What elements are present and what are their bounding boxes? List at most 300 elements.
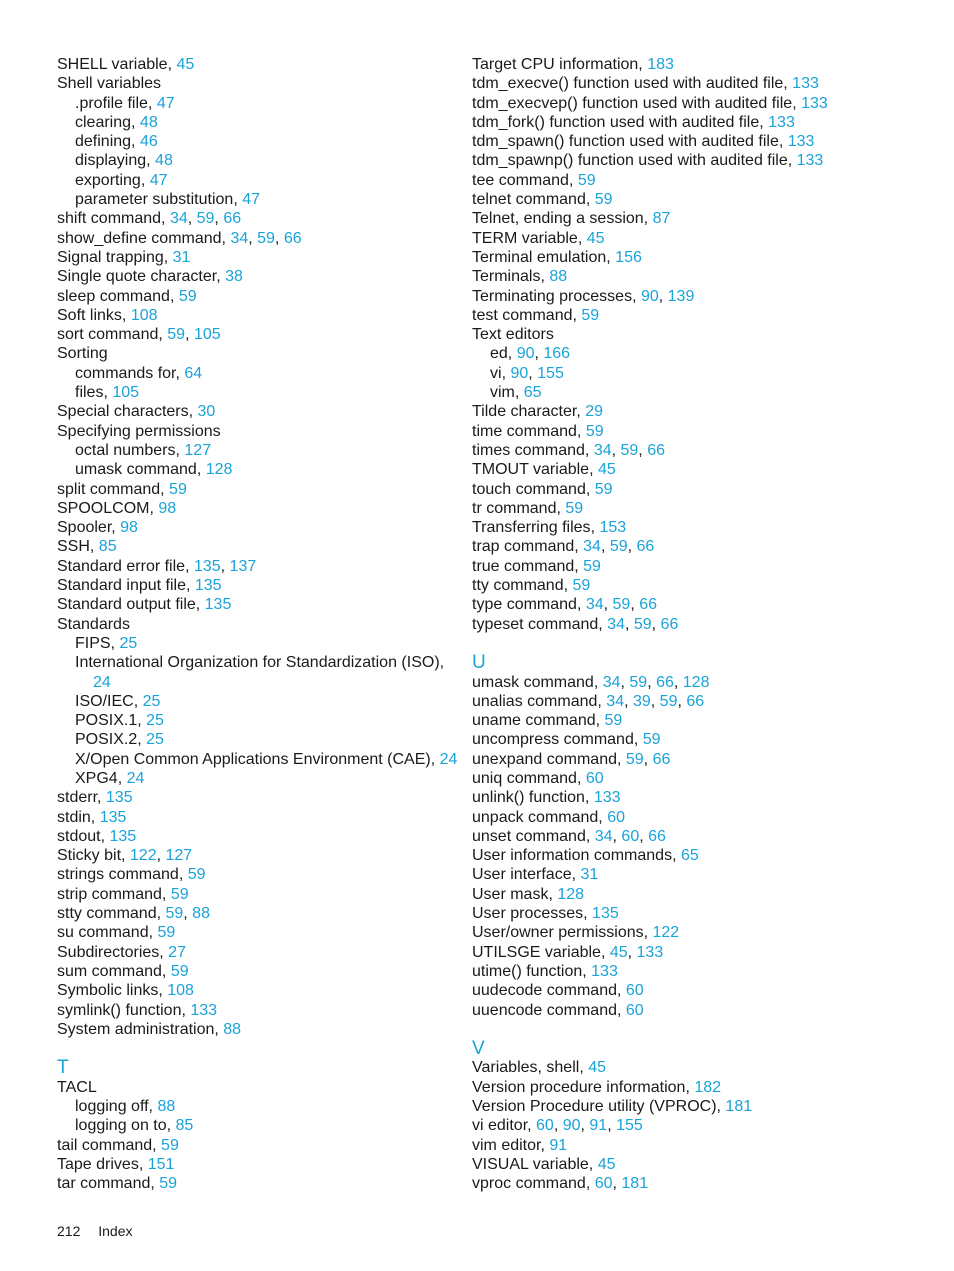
page-link[interactable]: 59 bbox=[577, 171, 596, 189]
page-link[interactable]: 45 bbox=[609, 943, 628, 961]
page-link[interactable]: 133 bbox=[636, 943, 664, 961]
index-subentry: octal numbers, 127 bbox=[75, 441, 212, 459]
page-link[interactable]: 151 bbox=[147, 1155, 175, 1173]
index-entry: Terminating processes, 90, 139 bbox=[472, 287, 695, 305]
page-link[interactable]: 59 bbox=[581, 306, 600, 324]
page-link[interactable]: 85 bbox=[98, 538, 117, 556]
index-term: test command bbox=[472, 306, 573, 324]
page-link[interactable]: 66 bbox=[636, 538, 655, 556]
page-link[interactable]: 60 bbox=[621, 827, 640, 845]
index-term: Telnet, ending a session bbox=[472, 210, 644, 228]
page-link[interactable]: 45 bbox=[597, 1155, 616, 1173]
index-subentry: POSIX.1, 25 bbox=[75, 712, 164, 730]
page-link[interactable]: 135 bbox=[194, 577, 222, 595]
index-term: su command bbox=[57, 924, 149, 942]
page-link[interactable]: 59 bbox=[169, 480, 187, 498]
page-link[interactable]: 105 bbox=[112, 384, 140, 402]
index-term: User processes bbox=[472, 905, 584, 923]
page-link[interactable]: 135 bbox=[193, 557, 221, 575]
page-link[interactable]: 59 bbox=[585, 422, 604, 440]
index-term: User interface bbox=[472, 866, 572, 884]
index-term: clearing bbox=[75, 113, 132, 131]
index-term: Version procedure information bbox=[472, 1078, 686, 1096]
page-link[interactable]: 34 bbox=[602, 673, 621, 691]
page-link[interactable]: 59 bbox=[196, 210, 215, 228]
page-link[interactable]: 60 bbox=[536, 1117, 554, 1135]
index-entry: Target CPU information, 183 bbox=[472, 56, 674, 73]
index-entry: tail command, 59 bbox=[57, 1136, 179, 1154]
index-letter-heading: T bbox=[57, 1057, 69, 1079]
index-term: show_define command bbox=[57, 229, 222, 247]
index-subentry: exporting, 47 bbox=[75, 171, 168, 189]
page-link[interactable]: 156 bbox=[615, 248, 642, 266]
page-link[interactable]: 60 bbox=[585, 769, 604, 787]
index-entry: strings command, 59 bbox=[57, 866, 206, 884]
page-link[interactable]: 47 bbox=[156, 94, 175, 112]
index-term: umask command bbox=[75, 461, 197, 479]
page-link[interactable]: 88 bbox=[157, 1098, 176, 1116]
index-term: vim bbox=[490, 384, 515, 402]
index-term: Terminating processes bbox=[472, 287, 633, 305]
page-link[interactable]: 155 bbox=[537, 364, 564, 382]
page-link[interactable]: 34 bbox=[593, 441, 612, 459]
page-link[interactable]: 108 bbox=[167, 982, 194, 1000]
index-entry: Soft links, 108 bbox=[57, 306, 158, 324]
page-link[interactable]: 88 bbox=[192, 905, 210, 923]
page-link[interactable]: 34 bbox=[583, 538, 601, 556]
index-entry: Telnet, ending a session, 87 bbox=[472, 210, 671, 228]
index-term: X/Open Common Applications Environment (CAE) bbox=[75, 750, 431, 768]
page-link[interactable]: 85 bbox=[175, 1117, 194, 1135]
index-term: time command bbox=[472, 422, 577, 440]
index-term: tar command bbox=[57, 1175, 151, 1193]
page-link[interactable]: 128 bbox=[557, 885, 585, 903]
page-link[interactable]: 47 bbox=[242, 191, 260, 209]
index-letter-heading: V bbox=[472, 1038, 485, 1060]
page-link[interactable]: 59 bbox=[604, 712, 623, 730]
page-link[interactable]: 153 bbox=[599, 519, 627, 537]
page-link[interactable]: 59 bbox=[625, 750, 644, 768]
index-term: System administration bbox=[57, 1020, 215, 1038]
index-entry: vi editor, 60, 90, 91, 155 bbox=[472, 1117, 643, 1135]
page-link[interactable]: 59 bbox=[594, 480, 613, 498]
index-term: uuencode command bbox=[472, 1001, 617, 1019]
index-entry: System administration, 88 bbox=[57, 1020, 242, 1038]
page-link[interactable]: 65 bbox=[680, 847, 699, 865]
page-link[interactable]: 133 bbox=[593, 789, 621, 807]
index-term: FIPS bbox=[75, 634, 111, 652]
index-term: Specifying permissions bbox=[57, 422, 221, 440]
index-entry: Subdirectories, 27 bbox=[57, 943, 186, 961]
index-entry: tar command, 59 bbox=[57, 1175, 178, 1193]
index-term: ed bbox=[490, 345, 508, 363]
index-term: SPOOLCOM bbox=[57, 499, 150, 517]
index-subentry: logging off, 88 bbox=[75, 1098, 176, 1116]
index-term: User information commands bbox=[472, 847, 673, 865]
page-link[interactable]: 30 bbox=[197, 403, 216, 421]
page-link[interactable]: 45 bbox=[588, 1059, 606, 1077]
page-link[interactable]: 135 bbox=[109, 827, 137, 845]
page-link[interactable]: 59 bbox=[170, 885, 189, 903]
page-link[interactable]: 39 bbox=[632, 692, 651, 710]
index-entry: uniq command, 60 bbox=[472, 769, 604, 787]
index-entry: Spooler, 98 bbox=[57, 519, 138, 537]
index-entry: SSH, 85 bbox=[57, 538, 117, 556]
index-entry bbox=[57, 615, 457, 634]
page-link[interactable]: 66 bbox=[660, 615, 679, 633]
page-link[interactable]: 135 bbox=[105, 789, 133, 807]
index-term: logging on to bbox=[75, 1117, 167, 1135]
page-link[interactable]: 133 bbox=[796, 152, 824, 170]
page-link[interactable]: 133 bbox=[190, 1001, 218, 1019]
page-link[interactable]: 66 bbox=[656, 673, 674, 691]
index-term: strings command bbox=[57, 866, 179, 884]
index-term: utime() function bbox=[472, 962, 583, 980]
index-term: POSIX.1 bbox=[75, 712, 138, 730]
index-term: parameter substitution bbox=[75, 191, 234, 209]
index-term: SHELL variable bbox=[57, 56, 168, 73]
index-term: VISUAL variable bbox=[472, 1155, 589, 1173]
index-entry: touch command, 59 bbox=[472, 480, 613, 498]
page-link[interactable]: 166 bbox=[543, 345, 571, 363]
page-link[interactable]: 122 bbox=[652, 924, 680, 942]
index-entry: SHELL variable, 45 bbox=[57, 56, 195, 73]
index-entry: Variables, shell, 45 bbox=[472, 1059, 606, 1077]
page-link[interactable]: 59 bbox=[187, 866, 206, 884]
page-link[interactable]: 133 bbox=[801, 94, 828, 112]
index-term: sort command bbox=[57, 326, 159, 344]
page-link[interactable]: 38 bbox=[225, 268, 243, 286]
page-link[interactable]: 59 bbox=[629, 673, 648, 691]
index-entry: Tilde character, 29 bbox=[472, 403, 604, 421]
index-entry: times command, 34, 59, 66 bbox=[472, 441, 665, 459]
index-term: UTILSGE variable bbox=[472, 943, 601, 961]
index-term: Version Procedure utility (VPROC) bbox=[472, 1098, 717, 1116]
index-term: octal numbers bbox=[75, 441, 176, 459]
page-link[interactable]: 45 bbox=[597, 461, 616, 479]
page-link[interactable]: 66 bbox=[652, 750, 671, 768]
index-term: uname command bbox=[472, 712, 596, 730]
index-entry: time command, 59 bbox=[472, 422, 604, 440]
page-link[interactable]: 60 bbox=[594, 1175, 613, 1193]
page-link[interactable]: 59 bbox=[659, 692, 678, 710]
index-term: files bbox=[75, 384, 104, 402]
page-link[interactable]: 91 bbox=[589, 1117, 608, 1135]
index-entry: User/owner permissions, 122 bbox=[472, 924, 680, 942]
index-term: uncompress command bbox=[472, 731, 634, 749]
index-term: .profile file bbox=[75, 94, 148, 112]
index-entry: User interface, 31 bbox=[472, 866, 599, 884]
index-term: Sorting bbox=[57, 345, 108, 363]
page-link[interactable]: 135 bbox=[204, 596, 232, 614]
page-link[interactable]: 48 bbox=[155, 152, 173, 170]
page-link[interactable]: 25 bbox=[146, 731, 164, 749]
page-link[interactable]: 31 bbox=[580, 866, 599, 884]
page-link[interactable]: 90 bbox=[510, 364, 529, 382]
page-link[interactable]: 29 bbox=[585, 403, 604, 421]
index-entry bbox=[57, 422, 457, 441]
page-link[interactable]: 90 bbox=[640, 287, 659, 305]
page-link[interactable]: 34 bbox=[585, 596, 604, 614]
index-term: Standard input file bbox=[57, 577, 186, 595]
page-link[interactable]: 59 bbox=[609, 538, 628, 556]
index-term: POSIX.2 bbox=[75, 731, 138, 749]
index-entry: sum command, 59 bbox=[57, 962, 189, 980]
index-entry: typeset command, 34, 59, 66 bbox=[472, 615, 679, 633]
index-entry: stdout, 135 bbox=[57, 827, 137, 845]
index-subentry: vi, 90, 155 bbox=[490, 364, 564, 382]
index-entry: stdin, 135 bbox=[57, 808, 127, 826]
page-link[interactable]: 59 bbox=[178, 287, 197, 305]
page-link[interactable]: 59 bbox=[165, 905, 184, 923]
index-entry: tee command, 59 bbox=[472, 171, 596, 189]
page-link[interactable]: 34 bbox=[607, 615, 625, 633]
index-subentry: .profile file, 47 bbox=[75, 94, 175, 112]
index-term: stdin bbox=[57, 808, 91, 826]
index-term: vim editor bbox=[472, 1136, 541, 1154]
page-link[interactable]: 25 bbox=[119, 634, 138, 652]
index-term: Standard error file bbox=[57, 557, 186, 575]
index-subentry: displaying, 48 bbox=[75, 152, 173, 170]
index-entry: unexpand command, 59, 66 bbox=[472, 750, 671, 768]
page-link[interactable]: 34 bbox=[169, 210, 188, 228]
index-term: typeset command bbox=[472, 615, 599, 633]
page-link[interactable]: 46 bbox=[139, 133, 158, 151]
index-entry: Symbolic links, 108 bbox=[57, 982, 194, 1000]
index-entry: symlink() function, 133 bbox=[57, 1001, 218, 1019]
index-term: tdm_spawnp() function used with audited file bbox=[472, 152, 788, 170]
index-entry: unset command, 34, 60, 66 bbox=[472, 827, 666, 845]
page-link[interactable]: 59 bbox=[594, 191, 613, 209]
page-link[interactable]: 59 bbox=[167, 326, 186, 344]
index-term: Transferring files bbox=[472, 519, 591, 537]
page-link[interactable]: 59 bbox=[159, 1175, 178, 1193]
page-link[interactable]: 105 bbox=[193, 326, 221, 344]
page-link[interactable]: 66 bbox=[647, 441, 665, 459]
page-link[interactable]: 127 bbox=[165, 847, 193, 865]
index-entry: Standard error file, 135, 137 bbox=[57, 557, 257, 575]
page-link[interactable]: 122 bbox=[129, 847, 157, 865]
page-link[interactable]: 34 bbox=[230, 229, 249, 247]
page-link[interactable]: 155 bbox=[616, 1117, 643, 1135]
index-entry: stderr, 135 bbox=[57, 789, 133, 807]
page-link[interactable]: 59 bbox=[620, 441, 639, 459]
index-entry: vproc command, 60, 181 bbox=[472, 1175, 649, 1193]
page-link[interactable]: 98 bbox=[158, 499, 177, 517]
index-term: tr command bbox=[472, 499, 557, 517]
index-entry: Tape drives, 151 bbox=[57, 1155, 175, 1173]
page-link[interactable]: 139 bbox=[667, 287, 695, 305]
index-subentry: clearing, 48 bbox=[75, 113, 158, 131]
page-link[interactable]: 66 bbox=[648, 827, 666, 845]
index-entry: umask command, 34, 59, 66, 128 bbox=[472, 673, 710, 691]
page-link[interactable]: 66 bbox=[639, 596, 657, 614]
index-subentry: XPG4, 24 bbox=[75, 769, 145, 787]
index-subentry: POSIX.2, 25 bbox=[75, 731, 164, 749]
index-entry bbox=[57, 344, 457, 363]
index-entry: Standard input file, 135 bbox=[57, 577, 222, 595]
page-link[interactable]: 65 bbox=[523, 384, 542, 402]
page-link[interactable]: 47 bbox=[149, 171, 168, 189]
index-term: defining bbox=[75, 133, 132, 151]
index-term: stdout bbox=[57, 827, 101, 845]
index-term: split command bbox=[57, 480, 161, 498]
page-link[interactable]: 24 bbox=[439, 750, 458, 768]
index-entry: uname command, 59 bbox=[472, 712, 623, 730]
index-entry: show_define command, 34, 59, 66 bbox=[57, 229, 302, 247]
index-entry: SPOOLCOM, 98 bbox=[57, 499, 177, 517]
page-link[interactable]: 133 bbox=[787, 133, 815, 151]
index-entry: test command, 59 bbox=[472, 306, 600, 324]
index-entry: tdm_fork() function used with audited file, 133 bbox=[472, 113, 795, 131]
index-term: commands for bbox=[75, 364, 176, 382]
page-link[interactable]: 66 bbox=[686, 692, 705, 710]
page-link[interactable]: 34 bbox=[594, 827, 613, 845]
index-entry: tdm_execvep() function used with audited file, 133 bbox=[472, 94, 828, 112]
page-link[interactable]: 182 bbox=[694, 1078, 722, 1096]
page-link[interactable]: 135 bbox=[99, 808, 127, 826]
page-link[interactable]: 108 bbox=[130, 306, 158, 324]
page-link[interactable]: 34 bbox=[606, 692, 625, 710]
index-term: Standard output file bbox=[57, 596, 196, 614]
index-term: User/owner permissions bbox=[472, 924, 644, 942]
index-term: uudecode command bbox=[472, 982, 617, 1000]
page-link[interactable]: 31 bbox=[172, 248, 191, 266]
page-link[interactable]: 59 bbox=[633, 615, 652, 633]
page-link[interactable]: 59 bbox=[572, 577, 591, 595]
index-term: tee command bbox=[472, 171, 569, 189]
page-link[interactable]: 59 bbox=[157, 924, 176, 942]
page-link[interactable]: 59 bbox=[565, 499, 584, 517]
page-link[interactable]: 98 bbox=[120, 519, 138, 537]
page-link[interactable]: 25 bbox=[146, 712, 164, 730]
index-entry: Standard output file, 135 bbox=[57, 596, 232, 614]
index-term: ISO/IEC bbox=[75, 692, 134, 710]
index-term: Target CPU information bbox=[472, 56, 639, 73]
index-subentry: files, 105 bbox=[75, 384, 140, 402]
index-term: vproc command bbox=[472, 1175, 586, 1193]
page-link[interactable]: 66 bbox=[223, 210, 242, 228]
page-link[interactable]: 87 bbox=[652, 210, 671, 228]
page-link[interactable]: 181 bbox=[725, 1098, 753, 1116]
index-term: Symbolic links bbox=[57, 982, 159, 1000]
index-entry: TMOUT variable, 45 bbox=[472, 461, 616, 479]
index-subentry: International Organization for Standardization (ISO), 24 bbox=[75, 654, 445, 691]
page-link[interactable]: 90 bbox=[562, 1117, 581, 1135]
page-link[interactable]: 45 bbox=[176, 56, 195, 73]
index-term: Spooler bbox=[57, 519, 112, 537]
index-entry: Signal trapping, 31 bbox=[57, 248, 191, 266]
index-entry: User processes, 135 bbox=[472, 905, 619, 923]
index-entry: Single quote character, 38 bbox=[57, 268, 243, 286]
index-entry: Version procedure information, 182 bbox=[472, 1078, 722, 1096]
index-entry: telnet command, 59 bbox=[472, 191, 613, 209]
index-term: International Organization for Standardization (ISO) bbox=[75, 654, 440, 672]
index-term: times command bbox=[472, 441, 585, 459]
index-term: trap command bbox=[472, 538, 575, 556]
page-link[interactable]: 25 bbox=[142, 692, 161, 710]
page-link[interactable]: 60 bbox=[625, 1001, 644, 1019]
index-term: vi editor bbox=[472, 1117, 528, 1135]
index-entry: utime() function, 133 bbox=[472, 962, 618, 980]
page-link[interactable]: 127 bbox=[184, 441, 212, 459]
page-link[interactable]: 88 bbox=[223, 1020, 242, 1038]
page-link[interactable]: 60 bbox=[625, 982, 644, 1000]
index-subentry: logging on to, 85 bbox=[75, 1117, 194, 1135]
page-link[interactable]: 59 bbox=[170, 962, 189, 980]
index-term: tdm_execvep() function used with audited file bbox=[472, 94, 793, 112]
index-term: type command bbox=[472, 596, 577, 614]
index-entry: User mask, 128 bbox=[472, 885, 585, 903]
page-link[interactable]: 60 bbox=[607, 808, 625, 826]
page-link[interactable]: 137 bbox=[229, 557, 257, 575]
page-link[interactable]: 24 bbox=[93, 673, 111, 691]
index-entry bbox=[57, 1078, 457, 1097]
index-entry: UTILSGE variable, 45, 133 bbox=[472, 943, 664, 961]
index-term: TMOUT variable bbox=[472, 461, 590, 479]
index-term: Tilde character bbox=[472, 403, 577, 421]
page-link[interactable]: 90 bbox=[516, 345, 535, 363]
index-entry: tty command, 59 bbox=[472, 577, 591, 595]
index-term: tdm_fork() function used with audited file bbox=[472, 113, 760, 131]
page-link[interactable]: 59 bbox=[642, 731, 661, 749]
page-link[interactable]: 45 bbox=[586, 229, 605, 247]
page-link[interactable]: 59 bbox=[257, 229, 275, 247]
index-term: stderr bbox=[57, 789, 98, 807]
page-link[interactable]: 66 bbox=[283, 229, 302, 247]
page-link[interactable]: 183 bbox=[647, 56, 674, 73]
index-subentry: FIPS, 25 bbox=[75, 634, 138, 652]
index-term: Terminal emulation bbox=[472, 248, 607, 266]
index-entry: Terminal emulation, 156 bbox=[472, 248, 642, 266]
page-link[interactable]: 91 bbox=[549, 1136, 568, 1154]
index-entry: Transferring files, 153 bbox=[472, 519, 627, 537]
index-entry: tdm_execve() function used with audited file, 133 bbox=[472, 75, 819, 93]
index-term: Sticky bit bbox=[57, 847, 122, 865]
page-link[interactable]: 181 bbox=[621, 1175, 649, 1193]
index-subentry: vim, 65 bbox=[490, 384, 542, 402]
index-term: TACL bbox=[57, 1078, 97, 1096]
page-link[interactable]: 24 bbox=[126, 769, 145, 787]
index-column-right bbox=[472, 55, 892, 1194]
index-term: displaying bbox=[75, 152, 147, 170]
page-link[interactable]: 64 bbox=[184, 364, 203, 382]
page-link[interactable]: 27 bbox=[168, 943, 186, 961]
page-link[interactable]: 88 bbox=[549, 268, 568, 286]
index-term: true command bbox=[472, 557, 575, 575]
page-link[interactable]: 59 bbox=[161, 1136, 179, 1154]
index-term: Special characters bbox=[57, 403, 189, 421]
page-link[interactable]: 59 bbox=[583, 557, 601, 575]
index-term: Signal trapping bbox=[57, 248, 164, 266]
index-entry: uncompress command, 59 bbox=[472, 731, 661, 749]
index-term: unset command bbox=[472, 827, 586, 845]
page-link[interactable]: 48 bbox=[139, 113, 158, 131]
page-link[interactable]: 128 bbox=[682, 673, 710, 691]
index-term: Single quote character bbox=[57, 268, 217, 286]
index-subentry: defining, 46 bbox=[75, 133, 158, 151]
index-term: tty command bbox=[472, 577, 564, 595]
page-link[interactable]: 133 bbox=[792, 75, 819, 93]
index-subentry: X/Open Common Applications Environment (CAE), 24 bbox=[75, 750, 458, 768]
index-entry: tdm_spawn() function used with audited file, 133 bbox=[472, 133, 815, 151]
page-link[interactable]: 135 bbox=[592, 905, 619, 923]
page-link[interactable]: 133 bbox=[591, 962, 618, 980]
page-link[interactable]: 59 bbox=[612, 596, 631, 614]
page-link[interactable]: 133 bbox=[768, 113, 795, 131]
index-term: exporting bbox=[75, 171, 141, 189]
page-link[interactable]: 128 bbox=[205, 461, 233, 479]
